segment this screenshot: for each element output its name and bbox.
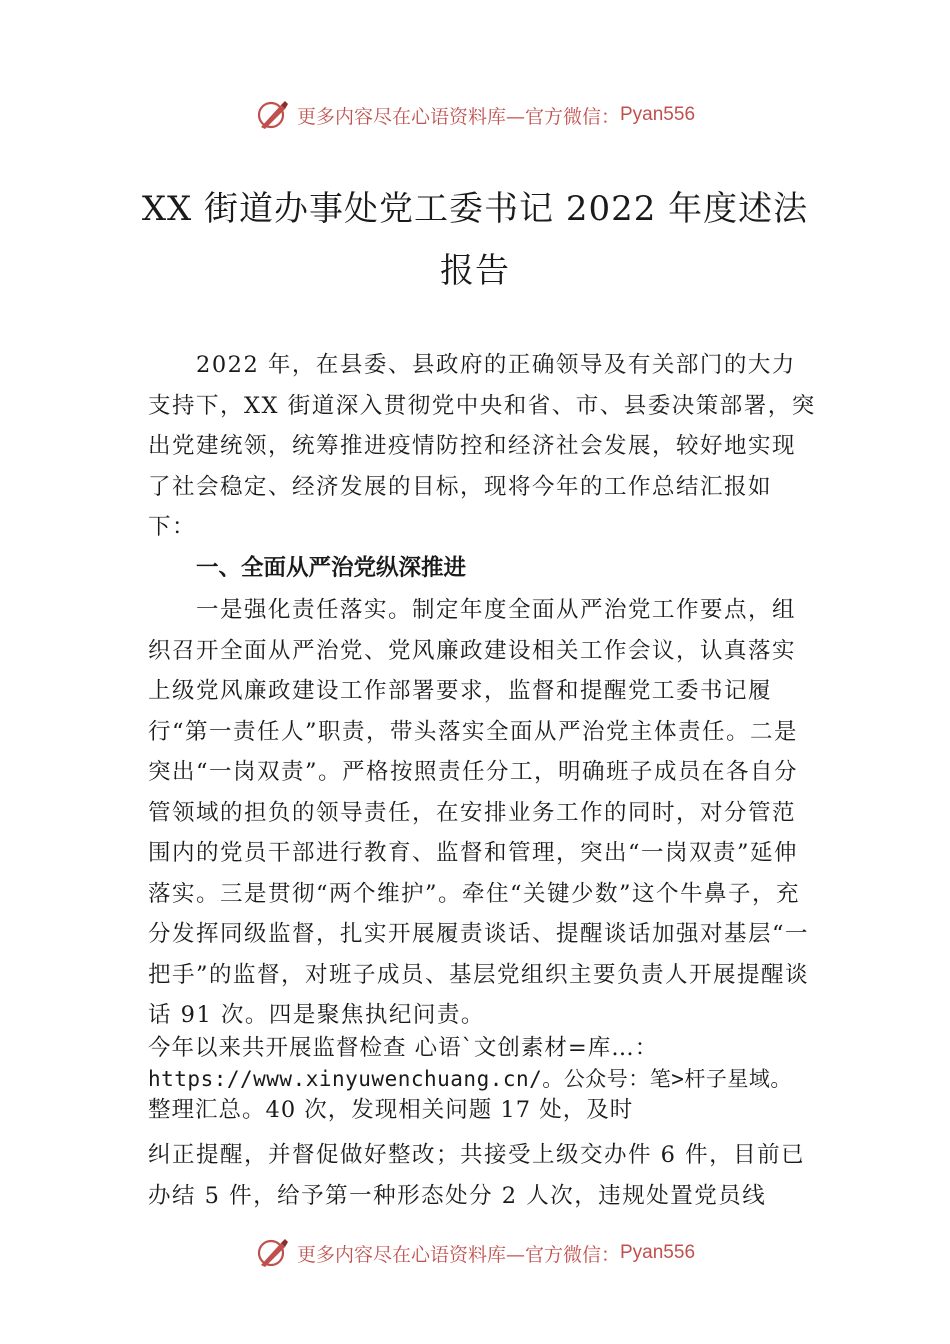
- title-line-1: XX 街道办事处党工委书记 2022 年度述法: [141, 189, 809, 229]
- pen-logo-icon: [255, 1235, 291, 1271]
- header-banner: [0, 95, 950, 135]
- banner-text: 更多内容尽在心语资料库—官方微信：: [296, 1243, 620, 1266]
- section-heading: 一、全面从严治党纵深推进: [196, 555, 467, 581]
- section-body-paragraph: 一是强化责任落实。制定年度全面从严治党工作要点，组织召开全面从严治党、党风廉政建设相关工作会议，认真落实上级党风廉政建设工作部署要求，监督和提醒党工委书记履行“第一责任人”职责，带头落实全面从严治党主体责任。二是突出“一岗双责”。严格按照责任分工，明确班子成员在各自分管领域的担负的领导责任，在安排业务工作的同时，对分管范围内的党员干部进行教育、监督和管理，突出“一岗双责”延伸落实。三是贯彻“两个维护”。牵住“关键少数”这个牛鼻子，充分发挥同级监督，扎实开展履责谈话、提醒谈话加强对基层“一把手”的监督，对班子成员、基层党组织主要负责人开展提醒谈话 91 次。四是聚焦执纪问责。: [148, 597, 810, 1028]
- pen-logo-icon: [255, 97, 291, 133]
- intro-paragraph: 2022 年，在县委、县政府的正确领导及有关部门的大力支持下，XX 街道深入贯彻党中央和省、市、县委决策部署，突出党建统领，统筹推进疫情防控和经济社会发展，较好地实现了社会稳定、经济发展的目标，现将今年的工作总结汇报如下：: [148, 352, 816, 540]
- banner-wechat-id: Pyan556: [620, 1242, 696, 1263]
- watermark-block: [148, 1033, 848, 1126]
- watermark-line-1: 今年以来共开展监督检查 心语`文创素材=库…：: [148, 1035, 659, 1061]
- watermark-line-3: 整理汇总。40 次，发现相关问题 17 处，及时: [148, 1097, 634, 1123]
- title-line-2: 报告: [440, 251, 510, 291]
- watermark-url-line: https://www.xinyuwenchuang.cn/。公众号：笔>杆子星域。: [148, 1067, 792, 1091]
- document-title: [110, 178, 840, 302]
- footer-banner: [0, 1233, 950, 1273]
- section-tail-paragraph: 纠正提醒，并督促做好整改；共接受上级交办件 6 件，目前已办结 5 件，给予第一种形态处分 2 人次，违规处置党员线: [148, 1142, 806, 1209]
- banner-text: 更多内容尽在心语资料库—官方微信：: [296, 105, 620, 128]
- banner-wechat-id: Pyan556: [620, 104, 696, 125]
